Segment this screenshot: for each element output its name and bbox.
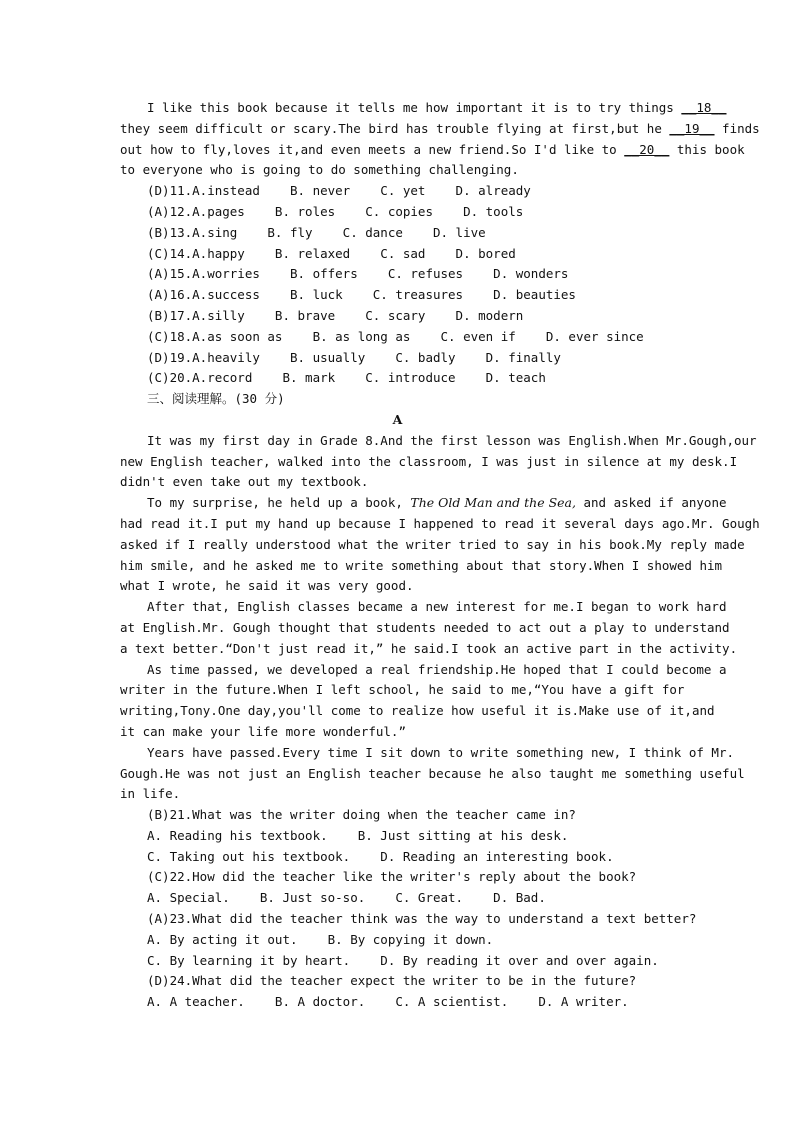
cloze-option-12: (A)12.A.pages B. roles C. copies D. tools — [147, 203, 524, 219]
reading-passage — [120, 431, 760, 805]
cloze-paragraph — [120, 98, 760, 181]
passage-line: Years have passed.Every time I sit down to write something new, I think of Mr. — [147, 744, 734, 760]
blank-19: __19__ — [669, 120, 715, 136]
cloze-option-18: (C)18.A.as soon as B. as long as C. even if D. ever since — [147, 328, 644, 344]
passage-line: new English teacher, walked into the classroom, I was just in silence at my desk.I — [120, 453, 738, 469]
passage-line: in life. — [120, 786, 181, 802]
passage-line: Gough.He was not just an English teacher because he also taught me something useful — [120, 765, 745, 781]
question-24: (D)24.What did the teacher expect the writer to be in the future? — [147, 973, 637, 989]
passage-line: writer in the future.When I left school, he said to me,“You have a gift for — [120, 682, 685, 698]
question-option-line: A. Special. B. Just so-so. C. Great. D. Bad. — [147, 890, 546, 906]
cloze-option-20: (C)20.A.record B. mark C. introduce D. teach — [147, 370, 546, 386]
passage-line: didn't even take out my textbook. — [120, 474, 369, 490]
passage-line: it can make your life more wonderful.” — [120, 723, 406, 739]
blank-18: __18__ — [681, 100, 727, 115]
passage-line: writing,Tony.One day,you'll come to realize how useful it is.Make use of it,and — [120, 703, 715, 719]
cloze-option-19: (D)19.A.heavily B. usually C. badly D. finally — [147, 349, 561, 365]
question-option-line: A. By acting it out. B. By copying it down. — [147, 931, 494, 947]
cloze-line: to everyone who is going to do something challenging. — [120, 162, 519, 178]
section-heading: 三、阅读理解。(30 分) — [147, 391, 285, 407]
passage-line: asked if I really understood what the writer tried to say in his book.My reply made — [120, 536, 745, 552]
cloze-line: they seem difficult or scary.The bird has trouble flying at first,but he __19__ finds — [120, 120, 760, 136]
cloze-option-11: (D)11.A.instead B. never C. yet D. already — [147, 183, 531, 199]
cloze-line: out how to fly,loves it,and even meets a new friend.So I'd like to __20__ this book — [120, 141, 745, 157]
question-option-line: A. Reading his textbook. B. Just sitting at his desk. — [147, 827, 569, 843]
blank-20: __20__ — [624, 141, 670, 157]
passage-line: what I wrote, he said it was very good. — [120, 578, 414, 594]
cloze-option-15: (A)15.A.worries B. offers C. refuses D. wonders — [147, 266, 569, 282]
cloze-option-14: (C)14.A.happy B. relaxed C. sad D. bored — [147, 245, 516, 261]
passage-line: To my surprise, he held up a book, The Old Man and the Sea, and asked if anyone — [147, 495, 727, 511]
question-option-line: C. By learning it by heart. D. By reading it over and over again. — [147, 952, 659, 968]
cloze-option-17: (B)17.A.silly B. brave C. scary D. modern — [147, 307, 524, 323]
cloze-options — [120, 181, 675, 389]
passage-line: had read it.I put my hand up because I happened to read it several days ago.Mr. Gough — [120, 515, 760, 531]
passage-line: After that, English classes became a new interest for me.I began to work hard — [147, 599, 727, 615]
cloze-option-13: (B)13.A.sing B. fly C. dance D. live — [147, 224, 486, 240]
passage-line: him smile, and he asked me to write something about that story.When I showed him — [120, 557, 723, 573]
question-option-line: C. Taking out his textbook. D. Reading an interesting book. — [147, 848, 614, 864]
cloze-line: I like this book because it tells me how important it is to try things __18__ — [147, 100, 727, 115]
question-option-line: A. A teacher. B. A doctor. C. A scientist. D. A writer. — [147, 994, 629, 1010]
passage-line: It was my first day in Grade 8.And the first lesson was English.When Mr.Gough,our — [147, 432, 757, 448]
exam-page — [120, 98, 760, 1013]
passage-label: A — [392, 411, 403, 427]
question-22: (C)22.How did the teacher like the writer's reply about the book? — [147, 869, 637, 885]
book-title: The Old Man and the Sea, — [410, 495, 576, 511]
passage-line: a text better.“Don't just read it,” he said.I took an active part in the activity. — [120, 640, 738, 656]
questions — [120, 805, 697, 1013]
question-23: (A)23.What did the teacher think was the way to understand a text better? — [147, 911, 697, 927]
cloze-option-16: (A)16.A.success B. luck C. treasures D. beauties — [147, 287, 576, 303]
passage-line: As time passed, we developed a real friendship.He hoped that I could become a — [147, 661, 727, 677]
question-21: (B)21.What was the writer doing when the teacher came in? — [147, 807, 576, 823]
passage-line: at English.Mr. Gough thought that students needed to act out a play to understand — [120, 619, 730, 635]
